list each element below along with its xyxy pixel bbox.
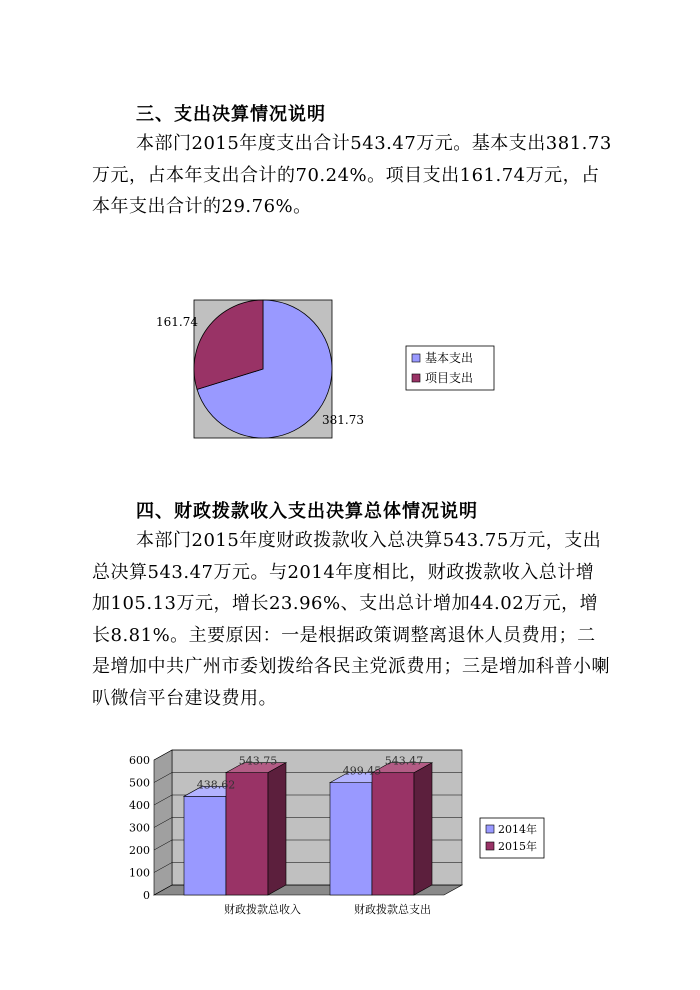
pie-legend	[406, 346, 494, 390]
section-4-paragraph: 本部门2015年度财政拨款收入总决算543.75万元，支出总决算543.47万元。与2014年度相比，财政拨款收入总计增加105.13万元，增长23.96%、支出总计增加44.02万元，增长8.81%。主要原因：一是根据政策调整离退休人员费用；二是增加中共广州市委划拨给各民主党派费用；三是增加科普小喇叭微信平台建设费用。	[92, 530, 610, 709]
bar-y-tick-label: 400	[129, 799, 150, 812]
bar-y-tick-label: 200	[129, 844, 150, 857]
pie-legend-swatch-basic	[412, 354, 420, 362]
bar-y-tick-label: 500	[129, 776, 150, 790]
bar-legend-swatch-2015	[486, 842, 494, 850]
bar-y-tick-label: 300	[129, 821, 150, 835]
bar-legend-label-2014: 2014年	[498, 823, 537, 836]
pie-data-label-basic: 381.73	[322, 413, 364, 427]
bar-legend-swatch-2014	[486, 825, 494, 833]
bar-chart-svg	[110, 745, 580, 925]
pie-legend-swatch-project	[412, 374, 420, 382]
pie-legend-label-basic: 基本支出	[425, 351, 474, 365]
bar-y-tick-label: 100	[129, 866, 150, 880]
section-3-paragraph: 本部门2015年度支出合计543.47万元。基本支出381.73万元，占本年支出合计的70.24%。项目支出161.74万元，占本年支出合计的29.76%。	[92, 133, 612, 217]
bar-expense-2015	[372, 763, 432, 895]
section-4-heading: 四、财政拨款收入支出决算总体情况说明	[136, 501, 478, 522]
fiscal-bar-chart	[110, 745, 580, 925]
bar-legend-label-2015: 2015年	[498, 840, 537, 853]
bar-category-label-income: 财政拨款总收入	[224, 903, 301, 916]
pie-chart-svg	[150, 290, 550, 450]
bar-legend	[480, 818, 544, 858]
bar-value-label: 543.47	[384, 754, 424, 768]
section-3-heading: 三、支出决算情况说明	[136, 104, 326, 125]
bar-value-label: 543.75	[238, 754, 278, 768]
bar-y-ticks	[129, 754, 150, 902]
bar-y-tick-label: 0	[143, 889, 150, 902]
bar-y-tick-label: 600	[129, 754, 150, 767]
bar-category-label-expense: 财政拨款总支出	[354, 903, 431, 916]
pie-data-label-project: 161.74	[156, 315, 198, 329]
pie-legend-label-project: 项目支出	[425, 371, 474, 385]
bar-value-label: 499.45	[342, 764, 382, 778]
expenditure-pie-chart	[150, 290, 550, 450]
bar-value-label: 438.62	[196, 778, 236, 792]
